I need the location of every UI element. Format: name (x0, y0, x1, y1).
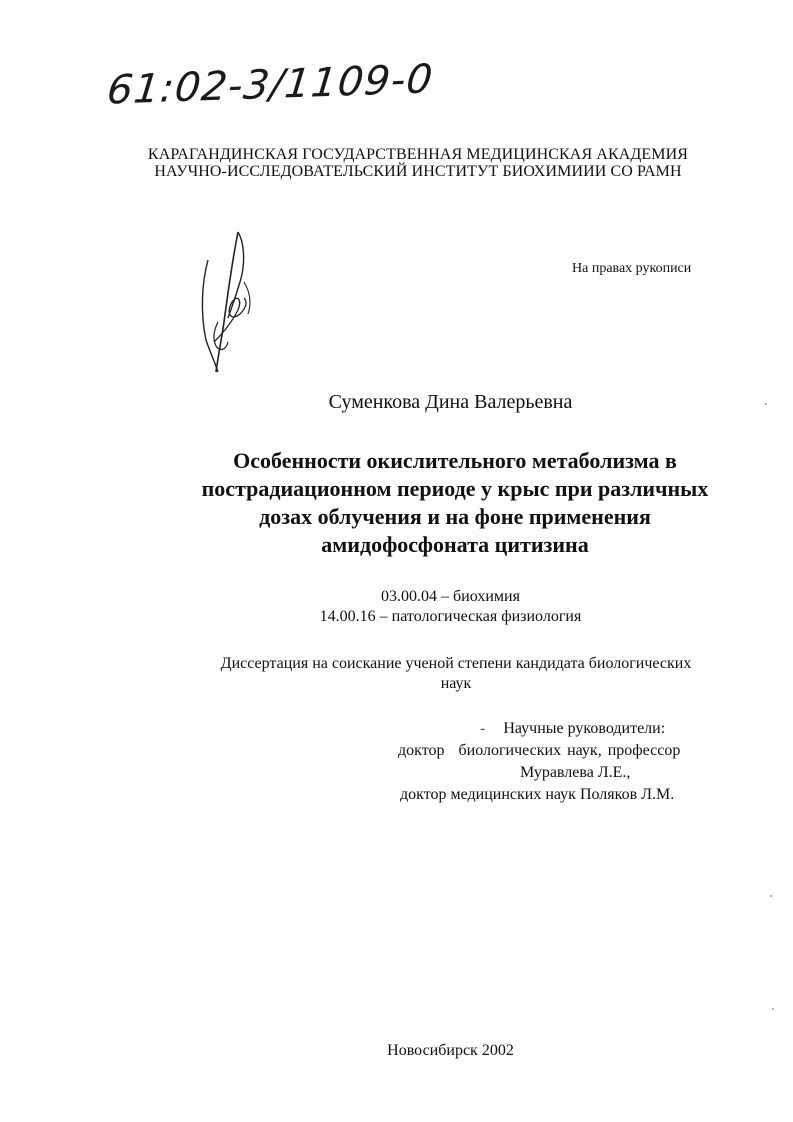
city-year: Новосибирск 2002 (387, 1042, 514, 1059)
supervisor-1-name: Муравлева Л.Е., (520, 764, 631, 781)
dash-mark: - (480, 720, 486, 737)
supervisor-1-degree-a: доктор (398, 742, 445, 759)
archive-code: 61:02-3/1109-0 (104, 56, 436, 114)
scan-speck (770, 895, 772, 897)
organization-line-1: КАРАГАНДИНСКАЯ ГОСУДАРСТВЕННАЯ МЕДИЦИНСКАЯ АКАДЕМИЯ (147, 146, 689, 163)
supervisors-heading (380, 718, 740, 740)
author-name: Суменкова Дина Валерьевна (328, 391, 573, 413)
title-line: Особенности окислительного метаболизма в (233, 448, 677, 473)
dissertation-line: Диссертация на соискание ученой степени кандидата биологических (220, 655, 692, 672)
rights-note: На правах рукописи (572, 261, 692, 276)
dissertation-statement (176, 654, 736, 694)
title-line: пострадиационном периоде у крыс при различных (201, 476, 709, 501)
dissertation-title (170, 447, 740, 559)
title-line: дозах облучения и на фоне применения (259, 504, 651, 529)
organization-line-2: НАУЧНО-ИССЛЕДОВАТЕЛЬСКИЙ ИНСТИТУТ БИОХИМИИИ СО РАМН (154, 163, 682, 180)
supervisor-1-degree (380, 740, 740, 762)
specialty-biochemistry: 03.00.04 – биохимия (381, 588, 520, 605)
title-line: амидофосфоната цитизина (321, 532, 589, 557)
supervisor-2: доктор медицинских наук Поляков Л.М. (400, 786, 675, 803)
supervisors-block (380, 718, 740, 806)
specialty-pathophysiology: 14.00.16 – патологическая физиология (319, 608, 582, 625)
supervisor-1-degree-b: биологических наук, профессор (458, 742, 681, 759)
scan-speck (772, 1008, 774, 1010)
dissertation-line: наук (440, 675, 472, 692)
signature-image (188, 222, 268, 382)
scan-speck (765, 403, 767, 405)
supervisors-heading-text: Научные руководители: (503, 720, 666, 737)
